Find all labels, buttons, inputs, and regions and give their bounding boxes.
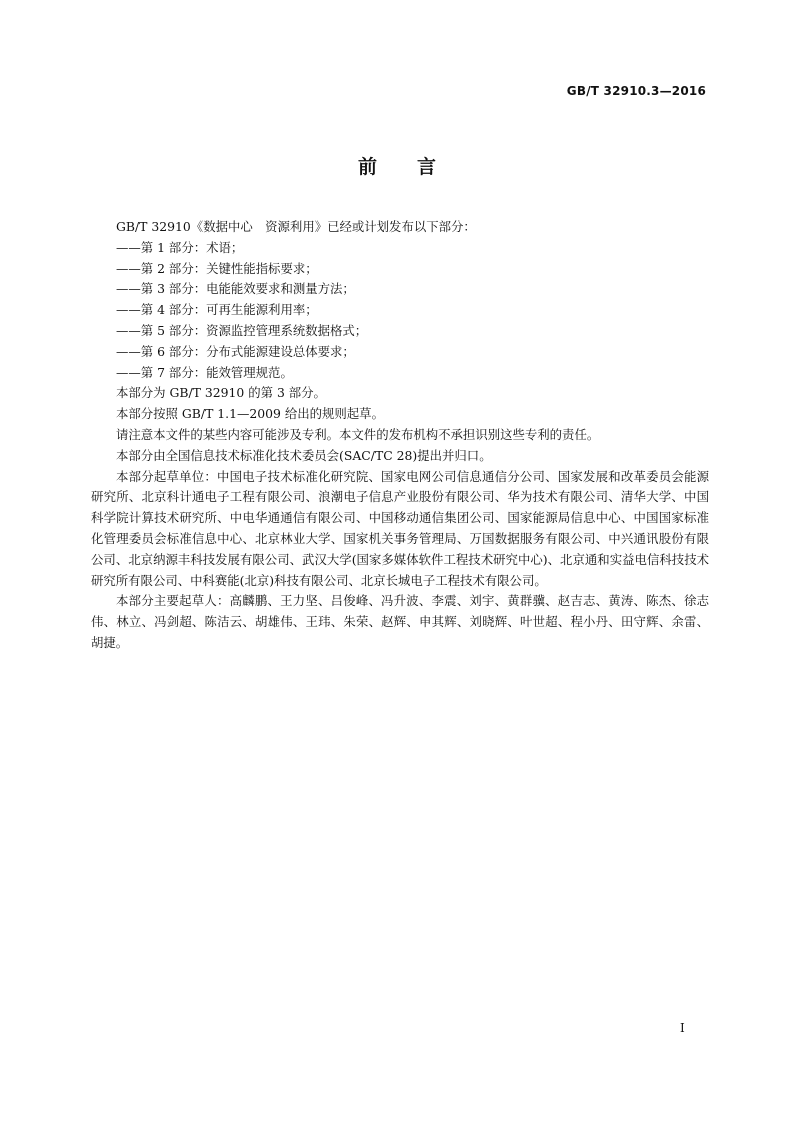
- part-list-item: ——第 5 部分：资源监控管理系统数据格式；: [116, 322, 368, 338]
- intro-paragraph: GB/T 32910《数据中心 资源利用》已经或计划发布以下部分：: [116, 219, 476, 234]
- part-list-item: ——第 6 部分：分布式能源建设总体要求；: [116, 343, 355, 359]
- proposer-paragraph: 本部分由全国信息技术标准化技术委员会(SAC/TC 28)提出并归口。: [116, 447, 492, 463]
- page-number: I: [680, 1021, 685, 1035]
- part-list-item: ——第 1 部分：术语；: [116, 239, 244, 255]
- drafting-rule-paragraph: 本部分按照 GB/T 1.1—2009 给出的规则起草。: [116, 406, 384, 422]
- standard-code: GB/T 32910.3—2016: [566, 84, 706, 98]
- part-list-item: ——第 3 部分：电能能效要求和测量方法；: [116, 281, 355, 297]
- drafters-paragraph: 本部分主要起草人：高麟鹏、王力坚、吕俊峰、冯升波、李震、刘宇、黄群骥、赵吉志、黄涛、陈杰、徐志伟、林立、冯剑超、陈洁云、胡雄伟、王玮、朱荣、赵辉、申其辉、刘晓辉、叶世超、程小丹、田守辉、余雷、胡捷。: [91, 593, 709, 650]
- foreword-body: [91, 217, 709, 654]
- title-char-1: 前: [357, 156, 377, 178]
- part-list-item: ——第 7 部分：能效管理规范。: [116, 364, 293, 380]
- part-list-item: ——第 4 部分：可再生能源利用率；: [116, 302, 318, 318]
- page-title: [0, 152, 794, 179]
- title-char-2: 言: [417, 156, 437, 178]
- drafting-units-paragraph: 本部分起草单位：中国电子技术标准化研究院、国家电网公司信息通信分公司、国家发展和改革委员会能源研究所、北京科计通电子工程有限公司、浪潮电子信息产业股份有限公司、华为技术有限公司、清华大学、中国科学院计算技术研究所、中电华通通信有限公司、中国移动通信集团公司、国家能源局信息中心、中国国家标准化管理委员会标准信息中心、北京林业大学、国家机关事务管理局、万国数据服务有限公司、中兴通讯股份有限公司、北京纳源丰科技发展有限公司、武汉大学(国家多媒体软件工程技术研究中心)、北京通和实益电信科技技术研究所有限公司、中科赛能(北京)科技有限公司、北京长城电子工程技术有限公司。: [91, 468, 709, 588]
- patent-note-paragraph: 请注意本文件的某些内容可能涉及专利。本文件的发布机构不承担识别这些专利的责任。: [116, 426, 600, 442]
- part-list-item: ——第 2 部分：关键性能指标要求；: [116, 260, 318, 276]
- part-note-paragraph: 本部分为 GB/T 32910 的第 3 部分。: [116, 385, 326, 401]
